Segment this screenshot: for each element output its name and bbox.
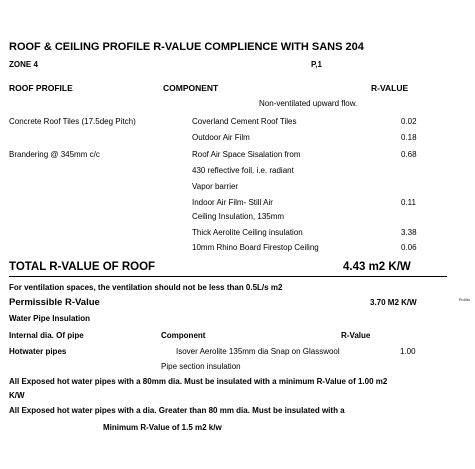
total-value: 4.43 m2 K/W: [343, 261, 411, 273]
zone-label: ZONE 4: [9, 60, 38, 69]
permissible-value: 3.70 M2 K/W: [370, 298, 417, 307]
page-title: ROOF & CEILING PROFILE R-VALUE COMPLIENCE WITH SANS 204: [9, 41, 364, 53]
row-component: 10mm Rhino Board Firestop Ceiling: [192, 243, 319, 252]
pipe-component-detail: Pipe section insulation: [161, 362, 241, 371]
row-value: 0.02: [401, 117, 417, 126]
pipe-r-value: 1.00: [400, 347, 416, 356]
header-roof-profile: ROOF PROFILE: [9, 83, 73, 93]
header-r-value: R-VALUE: [371, 83, 409, 93]
row-value: 0.18: [401, 133, 417, 142]
row-component: Outdoor Air Film: [192, 133, 250, 142]
pipe-type: Hotwater pipes: [9, 347, 67, 356]
note-line-1: All Exposed hot water pipes with a 80mm dia. Must be insulated with a minimum R-Value of 1.00 m2: [9, 377, 388, 386]
row-component: Roof Air Space Sisalation from: [192, 150, 301, 159]
row-profile: Brandering @ 345mm c/c: [9, 150, 100, 159]
header-pipe-r-value: R-Value: [341, 331, 371, 340]
header-component: COMPONENT: [163, 83, 219, 93]
total-label: TOTAL R-VALUE OF ROOF: [9, 261, 156, 273]
page-reference: P,1: [311, 60, 322, 69]
ventilation-note: For ventilation spaces, the ventilation should not be less than 0.5L/s m2: [9, 283, 283, 292]
row-profile: Concrete Roof Tiles (17.5deg Pitch): [9, 117, 136, 126]
row-component: Vapor barrier: [192, 182, 239, 191]
note-line-2-continued: Minimum R-Value of 1.5 m2 k/w: [103, 423, 222, 432]
pipe-component: Isover Aerolite 135mm dia Snap on Glasswool: [176, 347, 340, 356]
total-underline: [9, 276, 447, 277]
row-component: 430 reflective foil. i.e. radiant: [192, 166, 294, 175]
permissible-label: Permissible R-Value: [9, 297, 100, 308]
header-internal-dia: Internal dia. Of pipe: [9, 331, 84, 340]
header-pipe-component: Component: [161, 331, 206, 340]
stray-mark: R=Mo: [459, 297, 470, 302]
row-component: Indoor Air Film- Still Air: [192, 198, 273, 207]
flow-note: Non-ventilated upward flow.: [259, 99, 358, 108]
row-component: Thick Aerolite Ceiling insulation: [192, 228, 303, 237]
row-component: Ceiling Insulation, 135mm: [192, 212, 285, 221]
row-value: 0.06: [401, 243, 417, 252]
row-value: 0.68: [401, 150, 417, 159]
row-value: 3.38: [401, 228, 417, 237]
row-value: 0.11: [401, 198, 416, 207]
note-line-2: All Exposed hot water pipes with a dia. Greater than 80 mm dia. Must be insulated with a: [9, 406, 345, 415]
note-line-1-unit: K/W: [9, 391, 25, 400]
row-component: Coverland Cement Roof Tiles: [192, 117, 297, 126]
water-pipe-title: Water Pipe Insulation: [9, 314, 91, 323]
